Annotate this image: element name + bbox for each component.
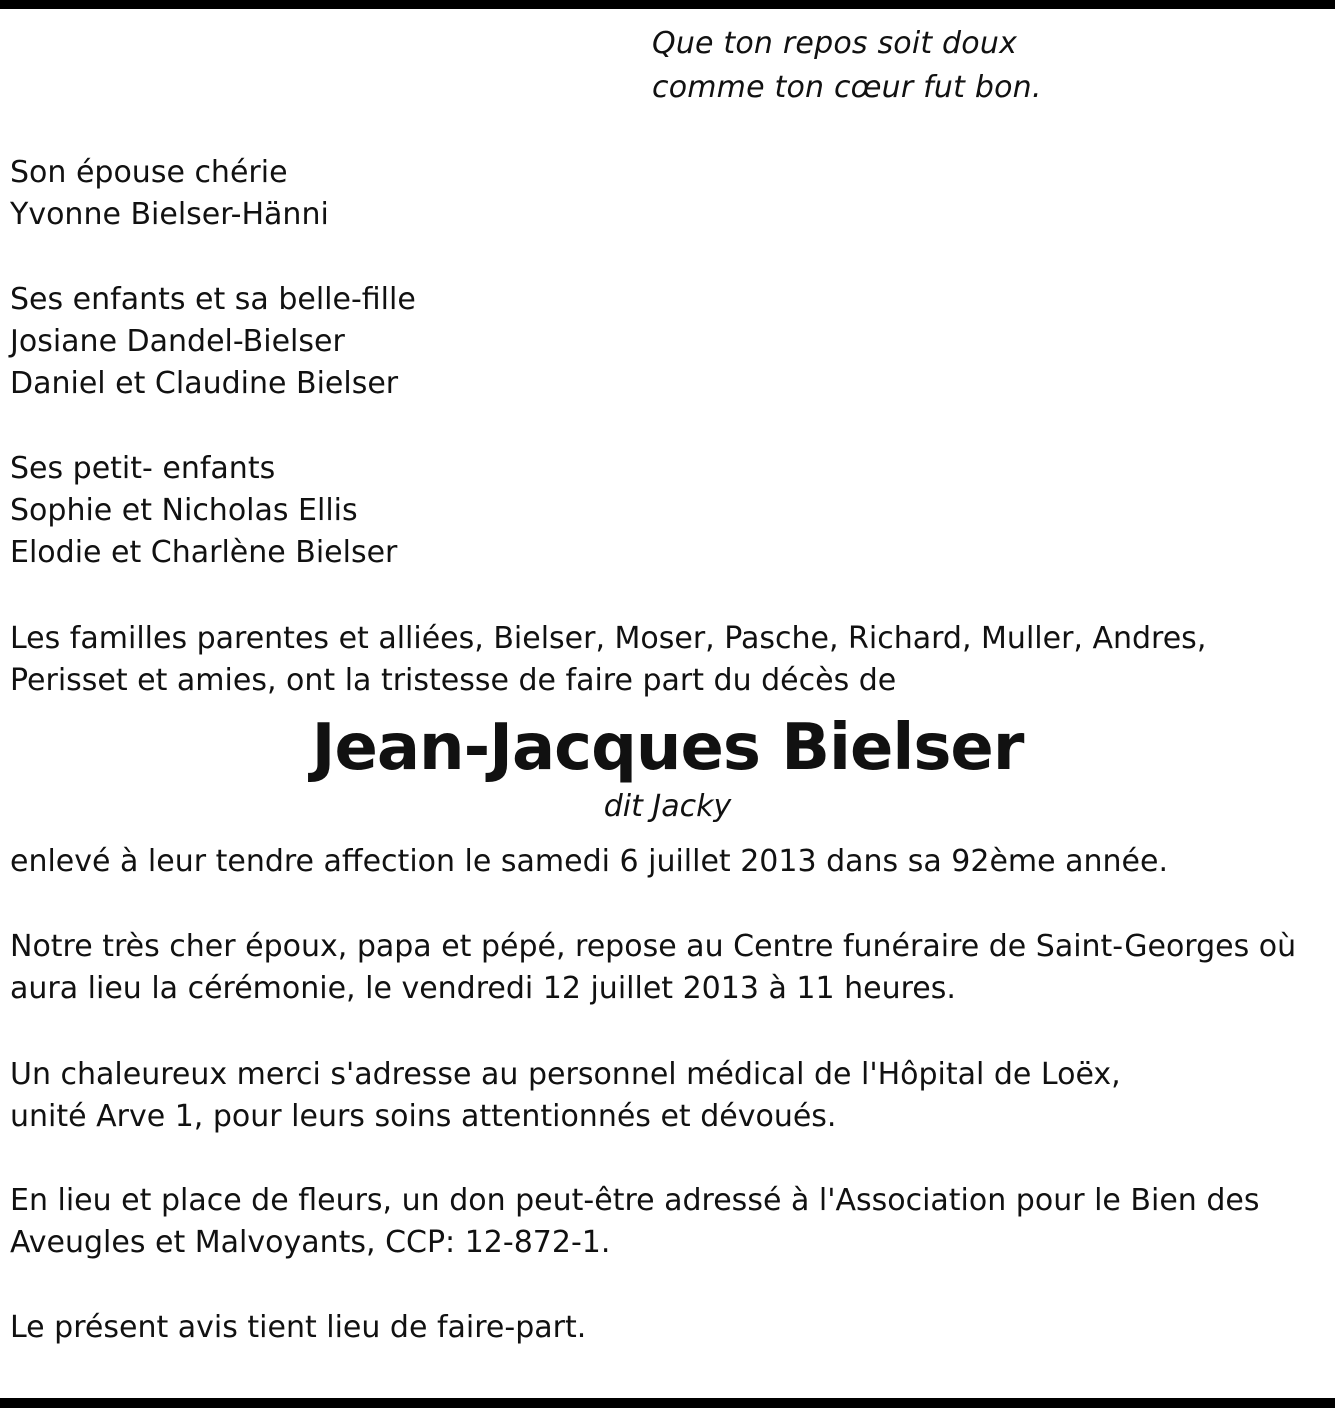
donation-line-2: Aveugles et Malvoyants, CCP: 12-872-1. xyxy=(10,1225,611,1260)
epigraph xyxy=(652,22,1042,110)
death-notice-line-1: enlevé à leur tendre affection le samedi 6 juillet 2013 dans sa 92ème année. xyxy=(10,844,1168,879)
spouse-name: Yvonne Bielser-Hänni xyxy=(10,197,329,232)
thanks-line-2: unité Arve 1, pour leurs soins attentionnés et dévoués. xyxy=(10,1099,837,1134)
child-name: Josiane Dandel-Bielser xyxy=(10,324,345,359)
grandchildren-section xyxy=(10,448,397,574)
bottom-border-rule xyxy=(0,1398,1335,1408)
spouse-section xyxy=(10,152,329,236)
children-heading: Ses enfants et sa belle-fille xyxy=(10,282,416,317)
donation-line-1: En lieu et place de fleurs, un don peut-être adressé à l'Association pour le Bien des xyxy=(10,1183,1260,1218)
top-border-rule xyxy=(0,0,1335,9)
grandchildren-heading: Ses petit- enfants xyxy=(10,451,276,486)
epigraph-line-1: Que ton repos soit doux xyxy=(652,26,1018,61)
ceremony-details xyxy=(10,926,1296,1010)
thanks-message xyxy=(10,1054,1121,1138)
children-section xyxy=(10,279,416,405)
grandchild-name: Sophie et Nicholas Ellis xyxy=(10,493,358,528)
epigraph-line-2: comme ton cœur fut bon. xyxy=(652,70,1042,105)
ceremony-line-1: Notre très cher époux, papa et pépé, repose au Centre funéraire de Saint-Georges où xyxy=(10,929,1297,964)
families-line-2: Perisset et amies, ont la tristesse de faire part du décès de xyxy=(10,663,897,698)
donation-request xyxy=(10,1180,1259,1264)
closing-line-1: Le présent avis tient lieu de faire-part. xyxy=(10,1310,587,1345)
child-name: Daniel et Claudine Bielser xyxy=(10,366,399,401)
deceased-name: Jean-Jacques Bielser xyxy=(311,711,1024,785)
thanks-line-1: Un chaleureux merci s'adresse au personnel médical de l'Hôpital de Loëx, xyxy=(10,1057,1121,1092)
spouse-heading: Son épouse chérie xyxy=(10,155,288,190)
death-notice xyxy=(10,841,1168,883)
closing-note xyxy=(10,1307,586,1349)
families-announcement xyxy=(10,618,1206,702)
grandchild-name: Elodie et Charlène Bielser xyxy=(10,535,398,570)
deceased-nickname: dit Jacky xyxy=(603,789,732,824)
families-line-1: Les familles parentes et alliées, Bielser, Moser, Pasche, Richard, Muller, Andres, xyxy=(10,621,1207,656)
ceremony-line-2: aura lieu la cérémonie, le vendredi 12 juillet 2013 à 11 heures. xyxy=(10,971,956,1006)
